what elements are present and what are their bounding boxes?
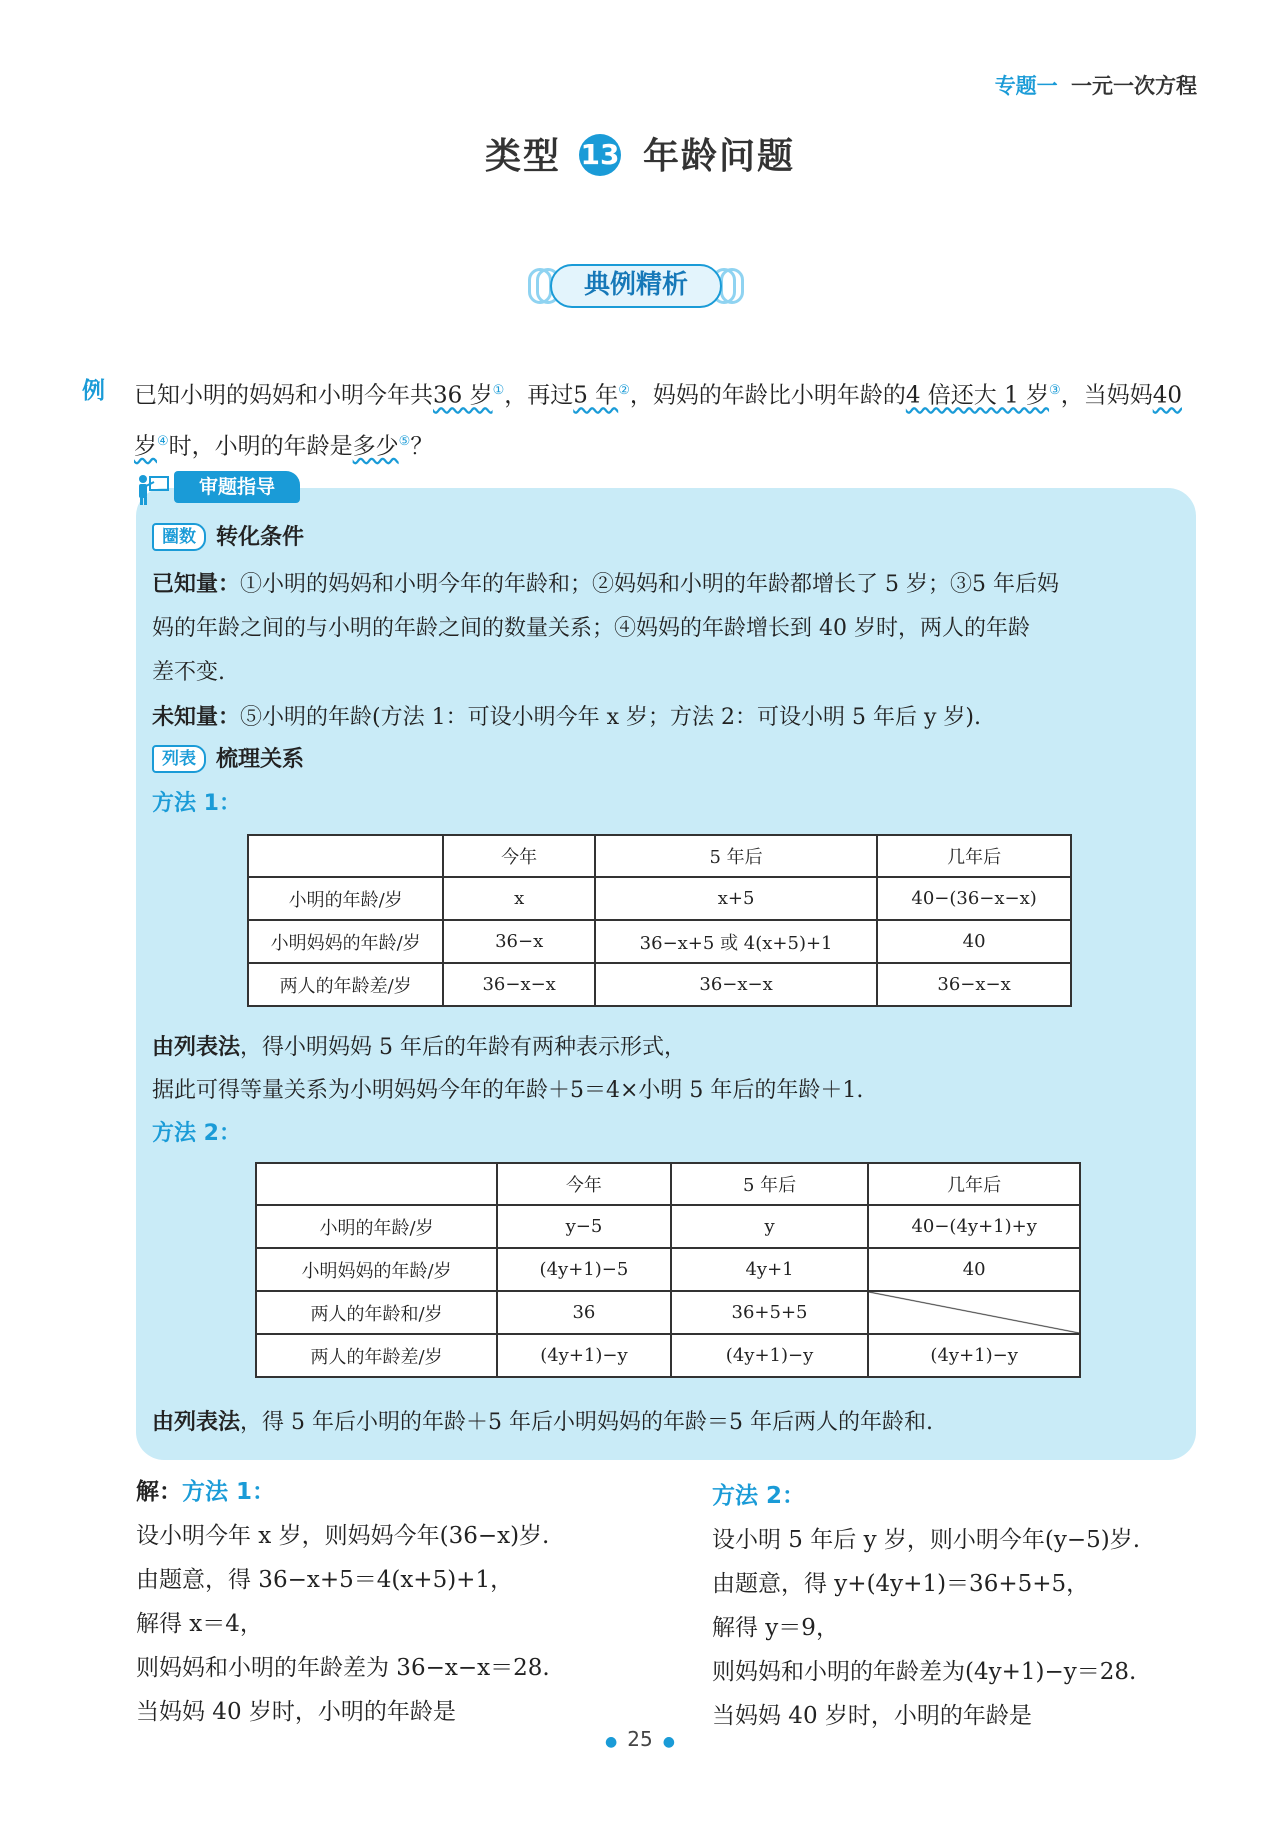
solution-line: 则妈妈和小明的年龄差为 36−x−x＝28. xyxy=(136,1655,550,1681)
problem-key-3: 4 倍还大 1 岁 xyxy=(905,382,1050,409)
table-cell: 36−x−x xyxy=(595,963,877,1006)
row-label: 小明妈妈的年龄/岁 xyxy=(248,920,443,963)
known-text-1: ①小明的妈妈和小明今年的年龄和；②妈妈和小明的年龄都增长了 5 岁；③5 年后妈 xyxy=(240,572,1059,597)
table-cell: 36−x−x xyxy=(443,963,595,1006)
problem-segment: ，当妈妈 xyxy=(1060,382,1153,409)
step2-tag: 列表 xyxy=(152,745,206,773)
running-header-topic: 专题一 xyxy=(994,74,1058,98)
marker-5: ⑤ xyxy=(398,433,411,449)
row-label: 两人的年龄差/岁 xyxy=(248,963,443,1006)
table-cell: 36−x−x xyxy=(877,963,1071,1006)
section-label: 典例精析 xyxy=(583,270,688,300)
method1-note-2: 据此可得等量关系为小明妈妈今年的年龄＋5＝4×小明 5 年后的年龄＋1. xyxy=(152,1078,864,1103)
solution-method2 xyxy=(712,1474,1140,1738)
table-header-cell: 5 年后 xyxy=(671,1163,869,1205)
table-cell: 40−(4y+1)+y xyxy=(868,1205,1080,1248)
problem-segment: 时，小明的年龄是 xyxy=(168,433,353,460)
unknown-text: ⑤小明的年龄(方法 1：可设小明今年 x 岁；方法 2：可设小明 5 年后 y 岁). xyxy=(240,705,981,730)
problem-key-5: 多少 xyxy=(352,433,399,460)
running-header xyxy=(995,70,1197,100)
table-row xyxy=(248,877,1071,920)
unknown-line xyxy=(152,700,981,731)
table-row xyxy=(256,1291,1080,1334)
known-line-3: 差不变. xyxy=(152,660,225,685)
page-title xyxy=(0,128,1280,182)
teacher-icon xyxy=(136,473,170,505)
running-header-subtitle: 一元一次方程 xyxy=(1071,74,1197,98)
table-cell: x xyxy=(443,877,595,920)
section-banner xyxy=(528,264,744,310)
table-cell: 40 xyxy=(877,920,1071,963)
solution-method1-title: 方法 1： xyxy=(182,1479,276,1505)
table-cell: 36+5+5 xyxy=(671,1291,869,1334)
marker-2: ② xyxy=(618,383,630,398)
method2-table xyxy=(255,1162,1081,1378)
solution-label: 解： xyxy=(136,1479,182,1505)
known-label: 已知量： xyxy=(152,572,241,597)
table-cell: x+5 xyxy=(595,877,877,920)
table-header-cell: 几年后 xyxy=(877,835,1071,877)
solution-line: 由题意，得 y+(4y+1)＝36+5+5， xyxy=(712,1571,1090,1597)
table-cell: (4y+1)−5 xyxy=(497,1248,671,1291)
note-bold: 由列表法 xyxy=(152,1035,241,1060)
note-text: ，得 5 年后小明的年龄＋5 年后小明妈妈的年龄＝5 年后两人的年龄和. xyxy=(240,1410,933,1435)
problem-text xyxy=(134,368,1194,469)
solution-line: 解得 x＝4， xyxy=(136,1611,263,1637)
row-label: 两人的年龄和/岁 xyxy=(256,1291,497,1334)
method1-table xyxy=(247,834,1072,1007)
row-label: 小明的年龄/岁 xyxy=(248,877,443,920)
step1-heading xyxy=(152,520,304,551)
step1-tag: 圈数 xyxy=(152,523,206,551)
method2-note xyxy=(152,1405,933,1436)
known-line-1 xyxy=(152,567,1059,598)
table-row xyxy=(248,920,1071,963)
table-cell: (4y+1)−y xyxy=(868,1334,1080,1377)
known-line-2: 妈的年龄之间的与小明的年龄之间的数量关系；④妈妈的年龄增长到 40 岁时，两人的年龄 xyxy=(152,616,1030,641)
table-cell: 40 xyxy=(868,1248,1080,1291)
solution-line: 则妈妈和小明的年龄差为(4y+1)−y＝28. xyxy=(712,1659,1137,1685)
marker-3: ③ xyxy=(1049,383,1061,398)
table-header-cell xyxy=(248,835,443,877)
solution-method2-title: 方法 2： xyxy=(712,1483,806,1509)
solution-line: 设小明今年 x 岁，则妈妈今年(36−x)岁. xyxy=(136,1523,550,1549)
table-header-cell: 今年 xyxy=(497,1163,671,1205)
table-row xyxy=(256,1248,1080,1291)
solution-method1 xyxy=(136,1470,550,1734)
title-prefix: 类型 xyxy=(484,136,561,177)
problem-key-1: 36 岁 xyxy=(433,382,493,409)
table-cell: 36−x xyxy=(443,920,595,963)
solution-heading xyxy=(136,1470,550,1514)
solution-line: 当妈妈 40 岁时，小明的年龄是 xyxy=(136,1699,456,1725)
table-row xyxy=(248,963,1071,1006)
method2-label-text: 方法 2： xyxy=(152,1121,241,1146)
problem-segment: ，再过 xyxy=(504,382,574,409)
step2-title: 梳理关系 xyxy=(216,747,305,772)
method2-label xyxy=(152,1116,241,1147)
dot-right: ● xyxy=(662,1734,675,1750)
diagonal-empty-cell xyxy=(868,1291,1080,1334)
method1-note-1 xyxy=(152,1030,686,1061)
solution-line: 解得 y＝9， xyxy=(712,1615,839,1641)
problem-segment: ？ xyxy=(410,433,434,460)
table-row xyxy=(256,1205,1080,1248)
solution-line: 当妈妈 40 岁时，小明的年龄是 xyxy=(712,1703,1032,1729)
table-cell: y−5 xyxy=(497,1205,671,1248)
row-label: 两人的年龄差/岁 xyxy=(256,1334,497,1377)
note-text: ，得小明妈妈 5 年后的年龄有两种表示形式， xyxy=(240,1035,687,1060)
table-cell: (4y+1)−y xyxy=(671,1334,869,1377)
step2-heading xyxy=(152,742,304,773)
table-header-row xyxy=(256,1163,1080,1205)
table-cell: 40−(36−x−x) xyxy=(877,877,1071,920)
method1-label xyxy=(152,786,241,817)
solution-line: 设小明 5 年后 y 岁，则小明今年(y−5)岁. xyxy=(712,1527,1141,1553)
problem-segment: ，妈妈的年龄比小明年龄的 xyxy=(629,382,906,409)
table-header-cell: 5 年后 xyxy=(595,835,877,877)
table-cell: 36−x+5 或 4(x+5)+1 xyxy=(595,920,877,963)
table-cell: (4y+1)−y xyxy=(497,1334,671,1377)
table-cell: 4y+1 xyxy=(671,1248,869,1291)
marker-4: ④ xyxy=(157,433,169,449)
unknown-label: 未知量： xyxy=(152,705,241,730)
table-header-cell: 几年后 xyxy=(868,1163,1080,1205)
table-cell: 36 xyxy=(497,1291,671,1334)
table-header-row xyxy=(248,835,1071,877)
solution-line: 由题意，得 36−x+5＝4(x+5)+1， xyxy=(136,1567,514,1593)
row-label: 小明妈妈的年龄/岁 xyxy=(256,1248,497,1291)
table-header-cell: 今年 xyxy=(443,835,595,877)
dot-left: ● xyxy=(605,1734,618,1750)
method1-label-text: 方法 1： xyxy=(152,791,241,816)
type-number-badge: 13 xyxy=(579,134,621,176)
marker-1: ① xyxy=(492,383,505,398)
title-name: 年龄问题 xyxy=(643,136,796,177)
problem-key-2: 5 年 xyxy=(573,382,619,409)
step1-title: 转化条件 xyxy=(216,525,305,550)
table-cell: y xyxy=(671,1205,869,1248)
table-header-cell xyxy=(256,1163,497,1205)
problem-key-4: 40 岁 xyxy=(134,382,1182,460)
note-bold: 由列表法 xyxy=(152,1410,241,1435)
table-row xyxy=(256,1334,1080,1377)
guide-badge-label: 审题指导 xyxy=(174,471,300,503)
problem-segment: 已知小明的妈妈和小明今年共 xyxy=(134,382,433,409)
example-tag: 例 xyxy=(82,378,105,404)
page-number xyxy=(0,1727,1280,1751)
row-label: 小明的年龄/岁 xyxy=(256,1205,497,1248)
page-number-text: 25 xyxy=(627,1727,653,1751)
